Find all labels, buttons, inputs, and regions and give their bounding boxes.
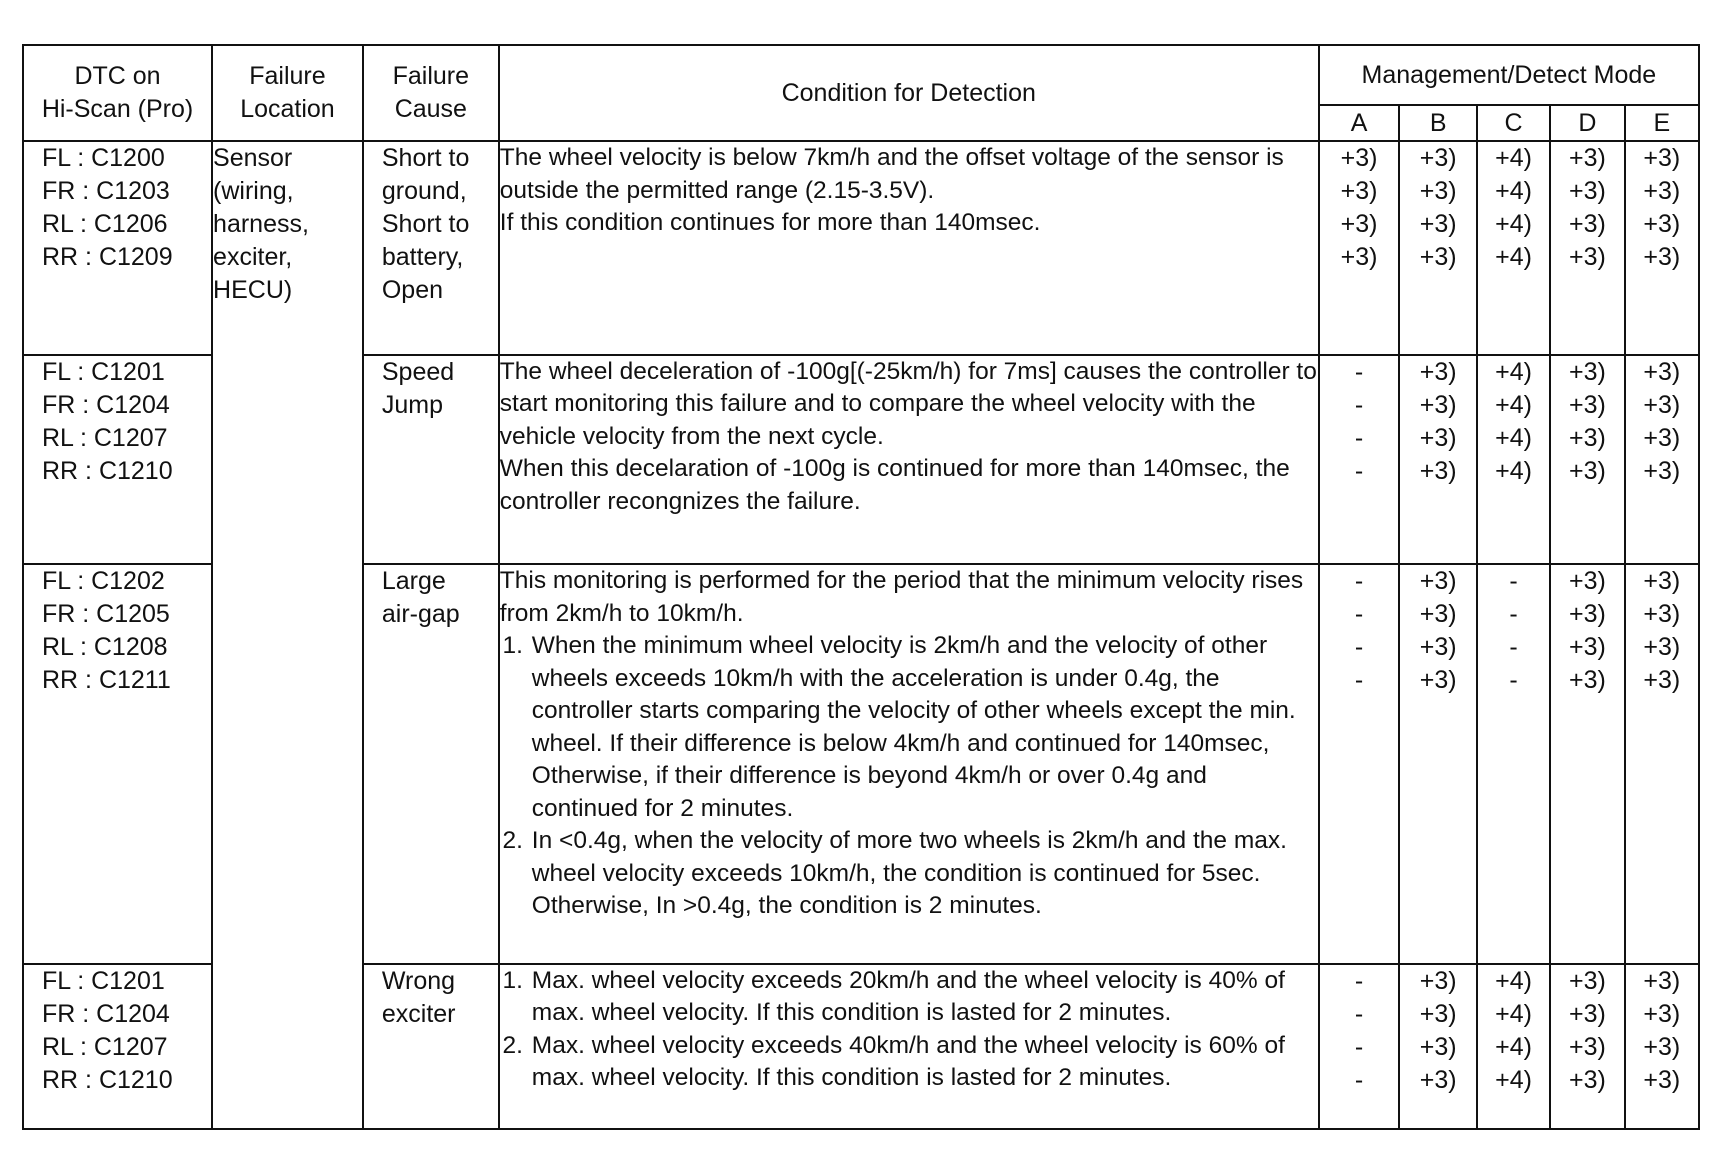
mode-e-cell [1625, 564, 1699, 963]
mode-value: +3) [1568, 390, 1606, 419]
header-mode-c: C [1477, 105, 1550, 141]
mode-value: +3) [1643, 1032, 1681, 1061]
mode-value: - [1354, 999, 1364, 1028]
mode-value: +3) [1643, 243, 1681, 271]
dtc-code: FR : C1204 [42, 999, 170, 1028]
mode-value: +3) [1643, 567, 1681, 596]
mode-d-cell [1550, 355, 1624, 565]
condition-text: This monitoring is performed for the period that the minimum velocity rises from 2km/h to 10km/h. [499, 567, 1304, 627]
mode-c-cell [1477, 964, 1550, 1129]
condition-text: The wheel velocity is below 7km/h and the offset voltage of the sensor is outside the permitted range (2.15-3.5V). If this condition continues for more than 140msec. [499, 144, 1284, 236]
mode-value: +3) [1643, 666, 1681, 695]
header-mode-a: A [1319, 105, 1400, 141]
failure-location: Sensor (wiring, harness, exciter, HECU) [212, 141, 363, 1129]
mode-value: - [1354, 966, 1364, 995]
failure-cause: Short to ground, Short to battery, Open [363, 141, 499, 355]
mode-value: +3) [1340, 177, 1378, 205]
mode-value: +3) [1568, 423, 1606, 452]
mode-b-cell [1399, 964, 1477, 1129]
mode-value: +3) [1419, 1032, 1457, 1061]
dtc-codes [23, 355, 212, 565]
condition-list [500, 630, 1318, 923]
mode-value: +3) [1643, 1065, 1681, 1094]
mode-value: +3) [1419, 600, 1457, 629]
condition-item: 2. In <0.4g, when the velocity of more two wheels is 2km/h and the max. wheel velocity exceeds 10km/h, the condition is continued for 5sec. Otherwise, In >0.4g, the condition is 2 minutes. [530, 825, 1318, 923]
mode-value: +3) [1568, 1032, 1606, 1061]
mode-a-cell [1319, 355, 1400, 565]
condition-item: 1. Max. wheel velocity exceeds 20km/h and the wheel velocity is 40% of max. wheel velocity. If this condition is lasted for 2 minutes. [530, 965, 1318, 1030]
mode-value: +3) [1419, 999, 1457, 1028]
dtc-code: RL : C1207 [42, 423, 168, 452]
mode-value: +3) [1643, 423, 1681, 452]
mode-value: +3) [1643, 390, 1681, 419]
mode-b-cell [1399, 564, 1477, 963]
failure-cause: Wrong exciter [363, 964, 499, 1129]
mode-value: +3) [1340, 144, 1378, 172]
mode-value: - [1354, 600, 1364, 629]
dtc-table [22, 44, 1700, 1130]
mode-value: +3) [1568, 210, 1606, 238]
mode-value: +3) [1340, 243, 1378, 271]
mode-value: +3) [1419, 243, 1457, 271]
header-dtc: DTC on Hi-Scan (Pro) [23, 45, 212, 141]
dtc-code: RR : C1210 [42, 456, 173, 485]
mode-value: +3) [1419, 456, 1457, 485]
mode-value: +3) [1419, 177, 1457, 205]
dtc-codes [23, 141, 212, 355]
mode-value: +3) [1643, 633, 1681, 662]
table-row [23, 141, 1699, 355]
mode-value: - [1354, 357, 1364, 386]
mode-c-cell [1477, 564, 1550, 963]
mode-value: +3) [1419, 357, 1457, 386]
dtc-code: RL : C1207 [42, 1032, 168, 1061]
mode-b-cell [1399, 141, 1477, 355]
mode-value: - [1509, 567, 1518, 596]
dtc-code: FL : C1200 [42, 144, 165, 172]
condition-for-detection [499, 141, 1319, 355]
mode-value: +3) [1643, 210, 1681, 238]
mode-value: - [1354, 456, 1364, 485]
dtc-codes [23, 964, 212, 1129]
mode-value: +3) [1419, 666, 1457, 695]
mode-value: +3) [1568, 456, 1606, 485]
mode-c-cell [1477, 141, 1550, 355]
mode-value: +4) [1495, 177, 1532, 205]
mode-value: +3) [1419, 144, 1457, 172]
mode-value: +3) [1340, 210, 1378, 238]
mode-value: +4) [1495, 210, 1532, 238]
mode-value: +4) [1495, 999, 1532, 1028]
mode-value: +3) [1568, 1065, 1606, 1094]
dtc-code: RR : C1209 [42, 243, 173, 271]
mode-value: - [1354, 390, 1364, 419]
header-failure-cause: Failure Cause [363, 45, 499, 141]
header-failure-location: Failure Location [212, 45, 363, 141]
mode-value: +4) [1495, 357, 1532, 386]
condition-text: The wheel deceleration of -100g[(-25km/h) for 7ms] causes the controller to start monitoring this failure and to compare the wheel velocity with the vehicle velocity from the next cycle. When this decelaration of -100g is continued for more than 140msec, the controller recongnizes the failure. [499, 357, 1317, 515]
mode-value: +3) [1568, 633, 1606, 662]
mode-value: +3) [1568, 966, 1606, 995]
mode-e-cell [1625, 355, 1699, 565]
mode-value: +3) [1419, 423, 1457, 452]
mode-value: - [1354, 633, 1364, 662]
mode-value: +3) [1419, 567, 1457, 596]
mode-e-cell [1625, 964, 1699, 1129]
mode-value: +4) [1495, 243, 1532, 271]
mode-value: +4) [1495, 456, 1532, 485]
mode-value: +3) [1568, 243, 1606, 271]
dtc-code: RL : C1206 [42, 210, 168, 238]
mode-value: +4) [1495, 390, 1532, 419]
dtc-code: RL : C1208 [42, 633, 168, 662]
dtc-codes [23, 564, 212, 963]
dtc-code: FL : C1201 [42, 966, 165, 995]
mode-d-cell [1550, 141, 1624, 355]
dtc-code: FL : C1201 [42, 357, 165, 386]
mode-value: - [1354, 1065, 1364, 1094]
mode-value: +3) [1568, 144, 1606, 172]
mode-value: +3) [1419, 390, 1457, 419]
mode-value: +3) [1643, 177, 1681, 205]
dtc-code: RR : C1210 [42, 1065, 173, 1094]
dtc-code: FR : C1204 [42, 390, 170, 419]
header-mode-b: B [1399, 105, 1477, 141]
mode-value: - [1509, 666, 1518, 695]
mode-value: +3) [1643, 966, 1681, 995]
condition-list [500, 965, 1318, 1095]
mode-value: +3) [1643, 456, 1681, 485]
mode-d-cell [1550, 964, 1624, 1129]
mode-value: +4) [1495, 966, 1532, 995]
mode-a-cell [1319, 964, 1400, 1129]
condition-for-detection [499, 564, 1319, 963]
dtc-code: FR : C1203 [42, 177, 170, 205]
mode-a-cell [1319, 564, 1400, 963]
mode-value: - [1509, 600, 1518, 629]
mode-value: +3) [1568, 357, 1606, 386]
mode-value: +3) [1643, 357, 1681, 386]
mode-value: - [1354, 666, 1364, 695]
header-mode-group: Management/Detect Mode [1319, 45, 1699, 105]
condition-for-detection [499, 964, 1319, 1129]
mode-value: - [1354, 423, 1364, 452]
mode-value: +3) [1568, 177, 1606, 205]
mode-value: +3) [1419, 1065, 1457, 1094]
mode-value: +3) [1643, 999, 1681, 1028]
mode-e-cell [1625, 141, 1699, 355]
mode-value: +4) [1495, 1032, 1532, 1061]
mode-value: +4) [1495, 1065, 1532, 1094]
mode-value: - [1509, 633, 1518, 662]
failure-cause: Large air-gap [363, 564, 499, 963]
condition-item: 1. When the minimum wheel velocity is 2km/h and the velocity of other wheels exceeds 10km/h with the acceleration is under 0.4g, the controller starts comparing the velocity of other wheels except the min. wheel. If their difference is below 4km/h and continued for 140msec, Otherwise, if their difference is beyond 4km/h or over 0.4g and continued for 2 minutes. [530, 630, 1318, 825]
dtc-code: FR : C1205 [42, 600, 170, 629]
dtc-code: RR : C1211 [42, 666, 171, 695]
mode-value: +3) [1568, 999, 1606, 1028]
mode-value: - [1354, 1032, 1364, 1061]
mode-value: +3) [1568, 666, 1606, 695]
header-condition: Condition for Detection [499, 45, 1319, 141]
mode-value: +4) [1495, 144, 1532, 172]
mode-a-cell [1319, 141, 1400, 355]
condition-item: 2. Max. wheel velocity exceeds 40km/h and the wheel velocity is 60% of max. wheel velocity. If this condition is lasted for 2 minutes. [530, 1030, 1318, 1095]
dtc-code: FL : C1202 [42, 567, 165, 596]
mode-value: - [1354, 567, 1364, 596]
mode-value: +3) [1643, 600, 1681, 629]
mode-value: +3) [1568, 567, 1606, 596]
mode-value: +3) [1568, 600, 1606, 629]
header-mode-d: D [1550, 105, 1624, 141]
condition-for-detection [499, 355, 1319, 565]
mode-value: +3) [1419, 966, 1457, 995]
header-mode-e: E [1625, 105, 1699, 141]
mode-value: +3) [1419, 210, 1457, 238]
mode-value: +3) [1643, 144, 1681, 172]
failure-cause: Speed Jump [363, 355, 499, 565]
mode-c-cell [1477, 355, 1550, 565]
mode-value: +4) [1495, 423, 1532, 452]
mode-value: +3) [1419, 633, 1457, 662]
mode-d-cell [1550, 564, 1624, 963]
mode-b-cell [1399, 355, 1477, 565]
